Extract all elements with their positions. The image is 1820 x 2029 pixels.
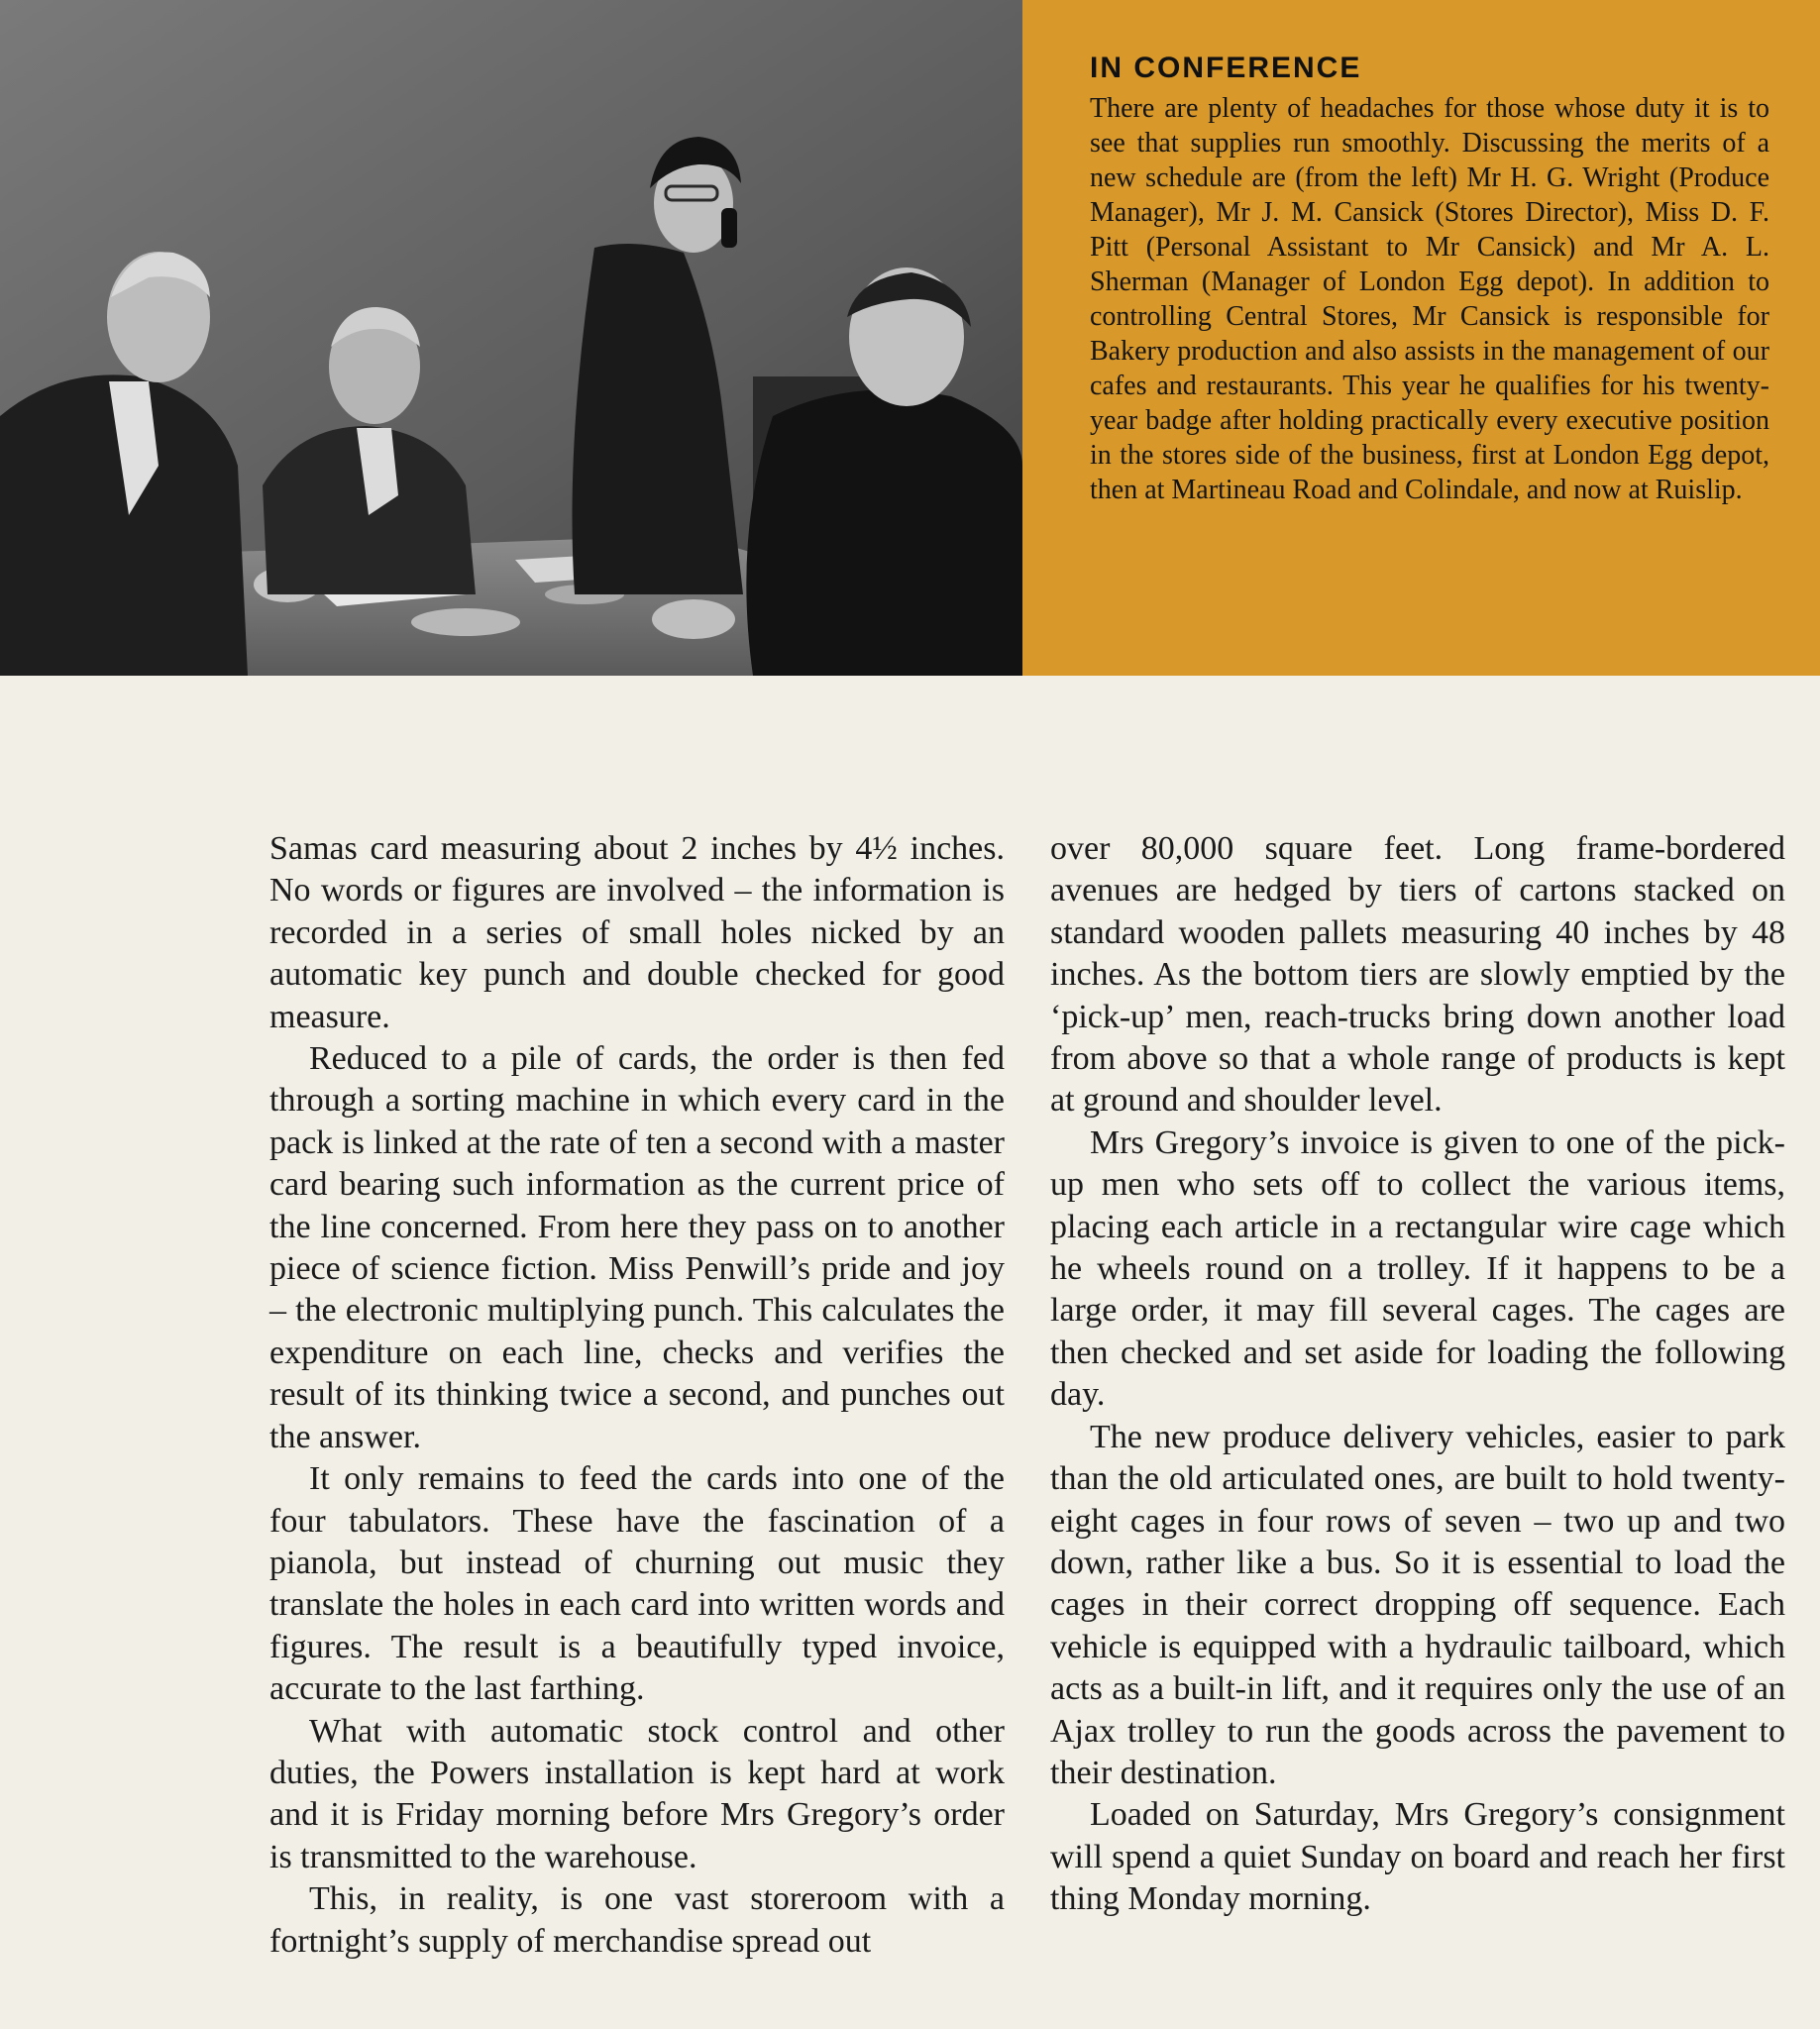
right-column [1050,828,1785,1921]
paragraph: It only remains to feed the cards into one of the four tabulators. These have the fascination of a pianola, but instead of churning out music they translate the holes in each card into written words and figures. The result is a beautifully typed invoice, accurate to the last farthing. [269,1460,1005,1708]
paragraph: This, in reality, is one vast storeroom with a fortnight’s supply of merchandise spread out [269,1880,1005,1960]
paragraph: Loaded on Saturday, Mrs Gregory’s consignment will spend a quiet Sunday on board and reach her first thing Monday morning. [1050,1796,1785,1918]
paragraph: What with automatic stock control and other duties, the Powers installation is kept hard at work and it is Friday morning before Mrs Gregory’s order is transmitted to the warehouse. [269,1712,1005,1875]
paragraph: over 80,000 square feet. Long frame-bordered avenues are hedged by tiers of cartons stacked on standard wooden pallets measuring 40 inches by 48 inches. As the bottom tiers are slowly emptied by the ‘pick-up’ men, reach-trucks bring down another load from above so that a whole range of products is kept at ground and shoulder level. [1050,830,1785,1120]
caption-panel [1022,0,1820,676]
left-column [269,828,1005,1963]
paragraph: Samas card measuring about 2 inches by 4½ inches. No words or figures are involved – the information is recorded in a series of small holes nicked by an automatic key punch and double checked for good measure. [269,830,1005,1035]
paragraph: Reduced to a pile of cards, the order is then fed through a sorting machine in which every card in the pack is linked at the rate of ten a second with a master card bearing such information as the current price of the line concerned. From here they pass on to another piece of science fiction. Miss Penwill’s pride and joy – the electronic multiplying punch. This calculates the expenditure on each line, checks and verifies the result of its thinking twice a second, and punches out the answer. [269,1040,1005,1455]
article-body [269,828,1787,2029]
caption-text: There are plenty of headaches for those whose duty it is to see that supplies run smoothly. Discussing the merits of a new schedule are (from the left) Mr H. G. Wright (Produce Manager), Mr J. M. Cansick (Stores Director), Miss D. F. Pitt (Personal Assistant to Mr Cansick) and Mr A. L. Sherman (Manager of London Egg depot). In addition to controlling Central Stores, Mr Cansick is responsible for Bakery production and also assists in the management of our cafes and restaurants. This year he qualifies for his twenty-year badge after holding practically every executive position in the stores side of the business, first at London Egg depot, then at Martineau Road and Colindale, and now at Ruislip. [1090,93,1769,505]
top-band [0,0,1820,676]
caption-title: IN CONFERENCE [1090,52,1362,84]
paragraph: The new produce delivery vehicles, easier to park than the old articulated ones, are built to hold twenty-eight cages in four rows of seven – two up and two down, rather like a bus. So it is essential to load the cages in their correct dropping off sequence. Each vehicle is equipped with a hydraulic tailboard, which acts as a built-in lift, and it requires only the use of an Ajax trolley to run the goods across the pavement to their destination. [1050,1418,1785,1791]
conference-photo [0,0,1022,676]
conference-photo-illustration [0,0,1022,676]
paragraph: Mrs Gregory’s invoice is given to one of the pick-up men who sets off to collect the various items, placing each article in a rectangular wire cage which he wheels round on a trolley. If it happens to be a large order, it may fill several cages. The cages are then checked and set aside for loading the following day. [1050,1123,1785,1414]
